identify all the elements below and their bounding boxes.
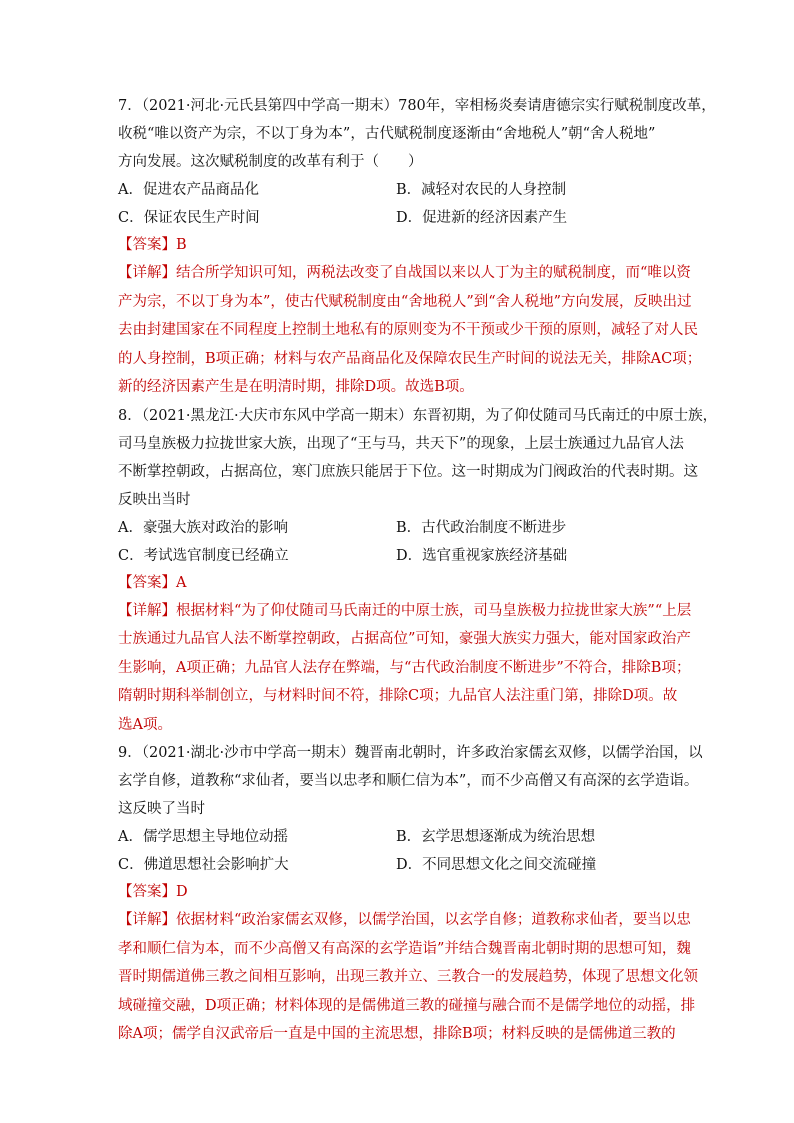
question-8-detail-line-2: 士族通过九品官人法不断掌控朝政，占据高位”可知，豪强大族实力强大，能对国家政治产: [118, 631, 691, 647]
question-8-detail-line-5: 选A项。: [118, 716, 172, 733]
detail-text: 根据材料“为了仰仗随司马氏南迁的中原士族，司马皇族极力拉拢世家大族”“上层: [176, 602, 692, 619]
question-9-options-row-1: [118, 823, 678, 851]
question-8-option-b: B．古代政治制度不断进步: [396, 519, 567, 536]
question-7-option-d: D．促进新的经济因素产生: [396, 210, 568, 226]
question-8-detail-line-4: 隋朝时期科举制创立，与材料时间不符，排除C项；九品官人法注重门第，排除D项。故: [118, 688, 678, 704]
detail-text: 结合所学知识可知，两税法改变了自战国以来以人丁为主的赋税制度，而“唯以资: [176, 265, 691, 281]
question-9-option-b: B．玄学思想逐渐成为统治思想: [396, 829, 596, 845]
answer-label: 【答案】: [118, 884, 176, 900]
question-9-detail-line-5: 除A项；儒学自汉武帝后一直是中国的主流思想，排除B项；材料反映的是儒佛道三教的: [118, 1026, 676, 1042]
question-8-stem-line-2: 司马皇族极力拉拢世家大族，出现了“王与马，共天下”的现象，上层士族通过九品官人法: [118, 435, 684, 452]
question-8-detail-line-1: [118, 597, 692, 626]
question-7-detail-line-4: 的人身控制，B项正确；材料与农产品商品化及保障农民生产时间的说法无关，排除AC项；: [118, 350, 702, 367]
question-7-detail-line-2: 产为宗，不以丁身为本”，使古代赋税制度由“舍地税人”到“舍人税地”方向发展，反映出过: [118, 293, 692, 310]
question-9-detail-line-2: 孝和顺仁信为本，而不少高僧又有高深的玄学造诣”并结合魏晋南北朝时期的思想可知，魏: [118, 940, 691, 957]
question-7-stem-line-1: 7．（2021·河北·元氏县第四中学高一期末）780年，宰相杨炎奏请唐德宗实行赋税制度改革，: [118, 98, 716, 114]
question-9-detail-line-1: [118, 906, 691, 935]
question-7-option-c: C．保证农民生产时间: [118, 210, 260, 226]
question-7-detail-line-3: 去由封建国家在不同程度上控制土地私有的原则变为不干预或少干预的原则，减轻了对人民: [118, 322, 698, 338]
detail-label: 【详解】: [118, 265, 176, 281]
question-8: [118, 402, 718, 740]
question-9-options-row-2: [118, 851, 678, 879]
answer-label: 【答案】: [118, 574, 176, 591]
question-7-options-row-1: [118, 176, 678, 204]
question-8-stem-line-1: 8．（2021·黑龙江·大庆市东风中学高一期末）东晋初期，为了仰仗随司马氏南迁的中原士族，: [118, 407, 718, 424]
question-9-answer: [118, 879, 678, 906]
detail-text: 依据材料“政治家儒玄双修，以儒学治国，以玄学自修；道教称求仙者，要当以忠: [176, 912, 691, 928]
question-8-stem-line-4: 反映出当时: [118, 491, 191, 508]
question-7-detail-line-1: [118, 259, 691, 288]
question-9-stem-line-3: 这反映了当时: [118, 801, 205, 817]
question-9-stem-line-2: 玄学自修，道教称“求仙者，要当以忠孝和顺仁信为本”，而不少高僧又有高深的玄学造诣。: [118, 773, 699, 789]
detail-label: 【详解】: [118, 602, 176, 619]
question-8-stem-line-3: 不断掌控朝政，占据高位，寒门庶族只能居于下位。这一时期成为门阀政治的代表时期。这: [118, 463, 698, 480]
question-8-option-c: C．考试选官制度已经确立: [118, 547, 289, 564]
document-content: [118, 92, 718, 1049]
answer-value: B: [176, 237, 187, 253]
question-9-stem-line-1: 9．（2021·湖北·沙市中学高一期末）魏晋南北朝时，许多政治家儒玄双修，以儒学治国，以: [118, 745, 703, 761]
question-7-answer: [118, 232, 678, 259]
answer-value: D: [176, 884, 188, 900]
question-9-option-c: C．佛道思想社会影响扩大: [118, 857, 289, 873]
question-8-options-row-1: [118, 514, 678, 542]
question-9-option-d: D．不同思想文化之间交流碰撞: [396, 857, 597, 873]
detail-label: 【详解】: [118, 912, 176, 928]
question-7-stem-line-2: 收税“唯以资产为宗，不以丁身为本”，古代赋税制度逐渐由“舍地税人”朝“舍人税地”: [118, 126, 656, 142]
question-9-option-a: A．儒学思想主导地位动摇: [118, 829, 288, 845]
answer-value: A: [176, 574, 187, 591]
question-9: [118, 739, 703, 1049]
question-7-options-row-2: [118, 204, 678, 232]
question-7: [118, 92, 716, 402]
question-7-option-b: B．减轻对农民的人身控制: [396, 182, 567, 198]
question-8-option-d: D．选官重视家族经济基础: [396, 547, 568, 564]
question-8-detail-line-3: 生影响，A项正确；九品官人法存在弊端，与“古代政治制度不断进步”不符合，排除B项；: [118, 659, 691, 676]
question-8-answer: [118, 570, 678, 597]
question-7-detail-line-5: 新的经济因素产生是在明清时期，排除D项。故选B项。: [118, 379, 474, 395]
question-9-detail-line-4: 域碰撞交融，D项正确；材料体现的是儒佛道三教的碰撞与融合而不是儒学地位的动摇，排: [118, 997, 696, 1014]
question-7-stem-line-3: 方向发展。这次赋税制度的改革有利于（ ）: [118, 154, 423, 170]
question-8-option-a: A．豪强大族对政治的影响: [118, 519, 288, 536]
question-8-options-row-2: [118, 542, 678, 570]
answer-label: 【答案】: [118, 237, 176, 253]
question-9-detail-line-3: 晋时期儒道佛三教之间相互影响，出现三教并立、三教合一的发展趋势，体现了思想文化领: [118, 969, 698, 985]
question-7-option-a: A．促进农产品商品化: [118, 182, 259, 198]
